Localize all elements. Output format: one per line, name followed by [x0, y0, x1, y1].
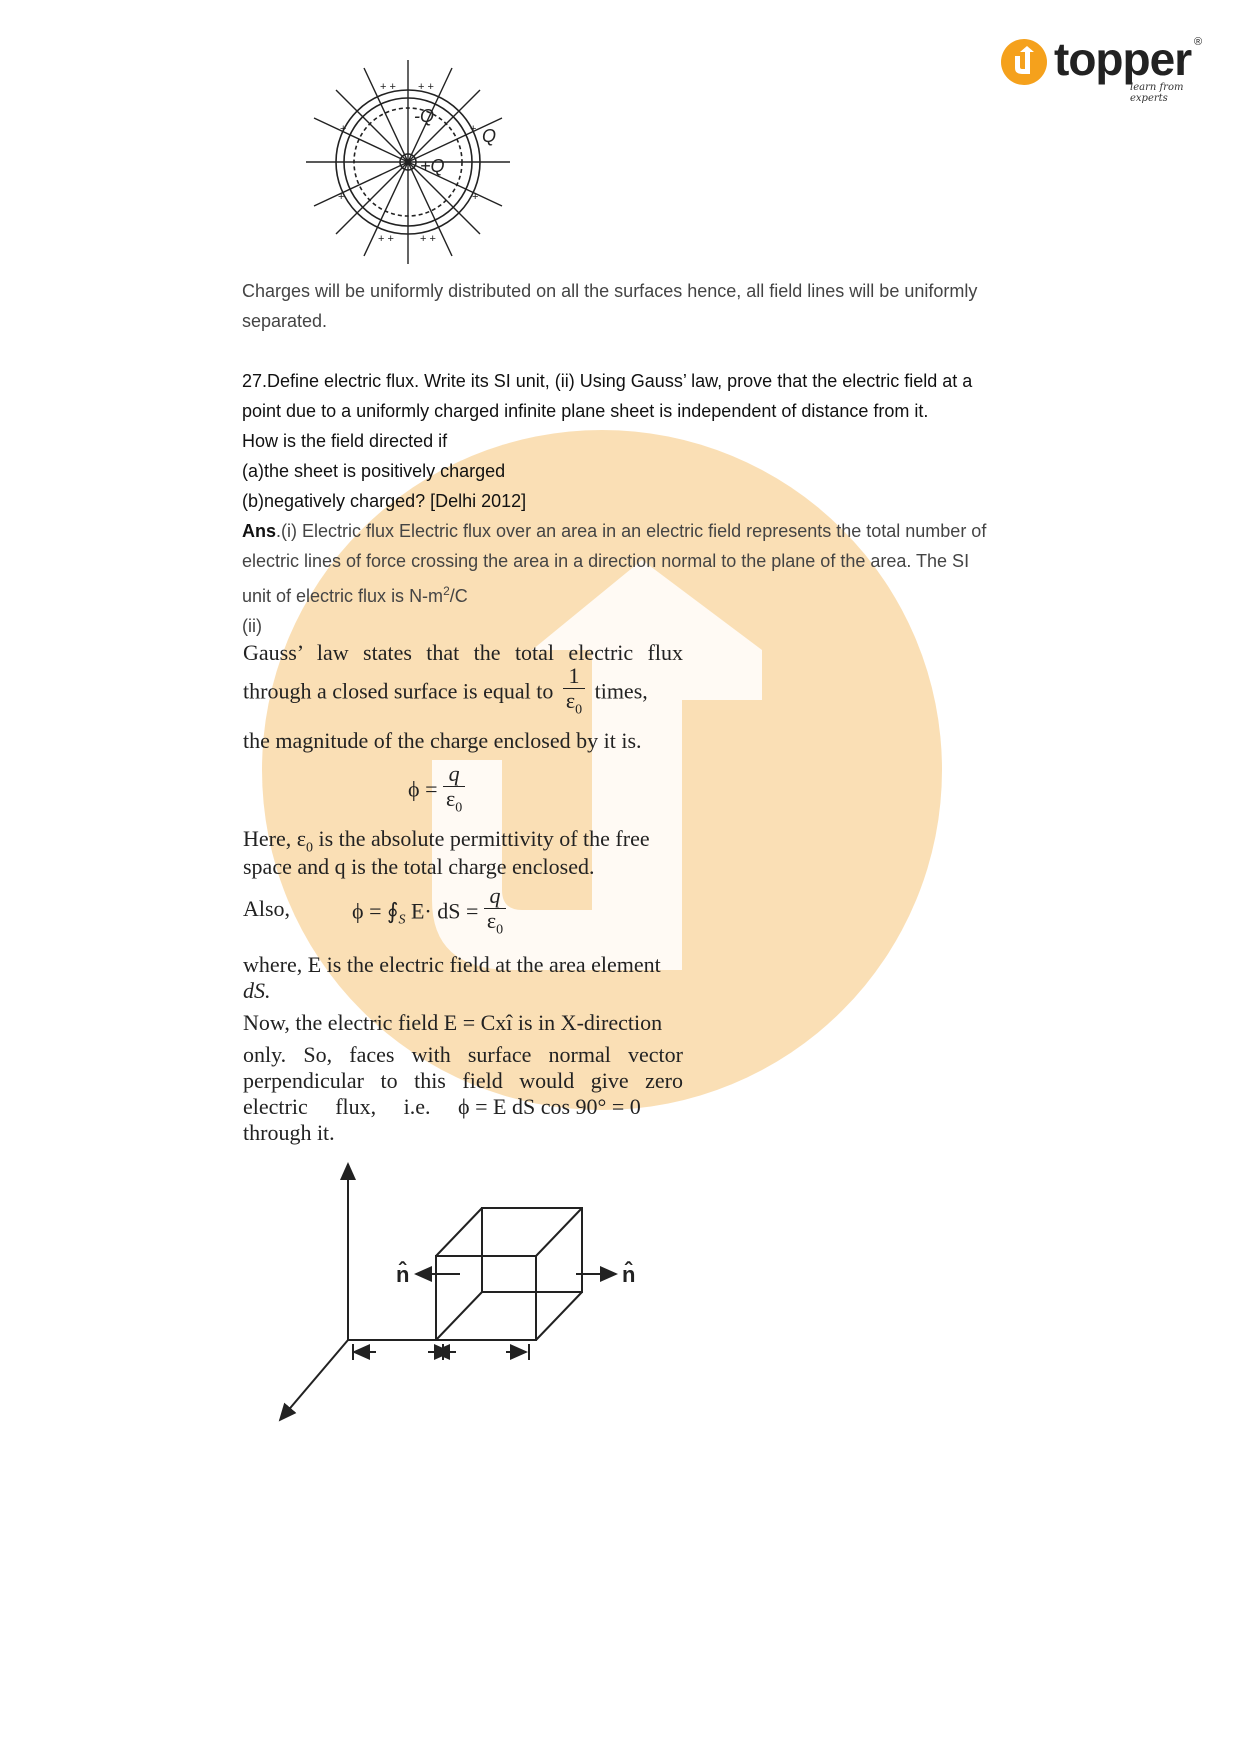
now-line-1: Now, the electric field E = Cxî is in X-direction	[243, 1010, 663, 1035]
now-line-2: only. So, faces with surface normal vector	[243, 1042, 683, 1067]
here-subscript: 0	[305, 840, 313, 856]
gauss-line-2	[243, 664, 683, 722]
eps-symbol: ε	[565, 688, 576, 713]
gauss-line-1: Gauss’ law states that the total electric flux	[243, 640, 683, 665]
also-label: Also,	[243, 896, 291, 921]
answer-paragraph	[242, 516, 1002, 641]
question-27	[242, 366, 1002, 516]
charged-sphere-figure	[290, 52, 530, 272]
frac-numerator: 1	[563, 664, 585, 689]
question-line-1: 27.Define electric flux. Write its SI unit, (ii) Using Gauss’ law, prove that the electric field at a point due to a uniformly charged infinite plane sheet is independent of distance from it.	[242, 371, 973, 421]
integral-lhs: ϕ = ∮	[352, 898, 399, 924]
brand-logo	[1000, 33, 1212, 104]
here-line-1	[243, 826, 650, 856]
unit-superscript: 2	[443, 584, 450, 598]
eps-denominator	[443, 787, 465, 820]
svg-text:+: +	[470, 123, 477, 135]
logo-wordmark: topper	[1054, 33, 1192, 85]
now-line-3: perpendicular to this field would give zero	[243, 1068, 683, 1093]
gauss-line-3: the magnitude of the charge enclosed by it is.	[243, 728, 642, 753]
eps-subscript-2: 0	[455, 800, 463, 816]
svg-text:+: +	[472, 191, 479, 203]
eps-subscript-3: 0	[496, 922, 504, 938]
q-over-eps-2	[484, 884, 506, 942]
integral-body: E· dS =	[405, 898, 479, 924]
normal-left-label: n̂	[396, 1262, 410, 1287]
q-over-eps	[443, 762, 465, 820]
svg-text:+: +	[338, 191, 345, 203]
integral-equation	[352, 884, 506, 942]
question-line-4: (b)negatively charged? [Delhi 2012]	[242, 491, 527, 511]
eps-symbol-3: ε	[486, 908, 497, 933]
question-line-3: (a)the sheet is positively charged	[242, 461, 506, 481]
now-line-4: electric flux, i.e. ϕ = E dS cos 90° = 0	[243, 1094, 641, 1119]
cube-axes-figure	[260, 1158, 660, 1438]
answer-text: .(i) Electric flux Electric flux over an area in an electric field represents the total number of electric lines of force crossing the area in a direction normal to the plane of the area. The SI unit of electric flux is N-m	[242, 521, 987, 606]
here-suffix: is the absolute permittivity of the free	[312, 826, 650, 851]
svg-text:+ +: + +	[420, 233, 436, 245]
label-minus-q: -Q	[414, 106, 434, 126]
eps-denominator-2	[484, 909, 506, 942]
part-ii-label: (ii)	[242, 616, 262, 636]
fraction-one-over-eps	[563, 664, 585, 722]
logo-badge-icon	[1000, 38, 1048, 86]
ans-label: Ans	[242, 521, 277, 541]
logo-tagline: learn from experts	[1130, 82, 1184, 104]
gauss-line-2b: times,	[594, 678, 648, 704]
phi-lhs: ϕ =	[408, 776, 438, 802]
svg-text:+ +: + +	[418, 81, 434, 93]
eps-subscript: 0	[575, 702, 583, 718]
svg-text:+: +	[340, 123, 347, 135]
question-line-2: How is the field directed if	[242, 431, 448, 451]
here-line-2: space and q is the total charge enclosed.	[243, 854, 595, 879]
frac-denominator	[563, 689, 585, 722]
phi-equation	[408, 762, 465, 820]
registered-mark: ®	[1194, 36, 1203, 48]
label-q: Q	[482, 126, 497, 146]
unit-tail: /C	[449, 586, 468, 606]
here-prefix: Here, ε	[243, 826, 306, 851]
label-plus-q: +Q	[420, 156, 445, 176]
integral-subscript: S	[398, 912, 406, 928]
normal-right-label: n̂	[622, 1262, 636, 1287]
q-numerator-2: q	[484, 884, 506, 909]
intro-paragraph: Charges will be uniformly distributed on all the surfaces hence, all field lines will be uniformly separated.	[242, 281, 978, 331]
svg-text:+ +: + +	[378, 233, 394, 245]
where-line-2: dS.	[243, 978, 271, 1003]
svg-text:+ +: + +	[380, 81, 396, 93]
q-numerator: q	[443, 762, 465, 787]
eps-symbol-2: ε	[446, 786, 456, 811]
gauss-line-2a: through a closed surface is equal to	[243, 678, 554, 704]
where-line-1: where, E is the electric field at the area element	[243, 952, 661, 977]
now-line-5: through it.	[243, 1120, 335, 1145]
